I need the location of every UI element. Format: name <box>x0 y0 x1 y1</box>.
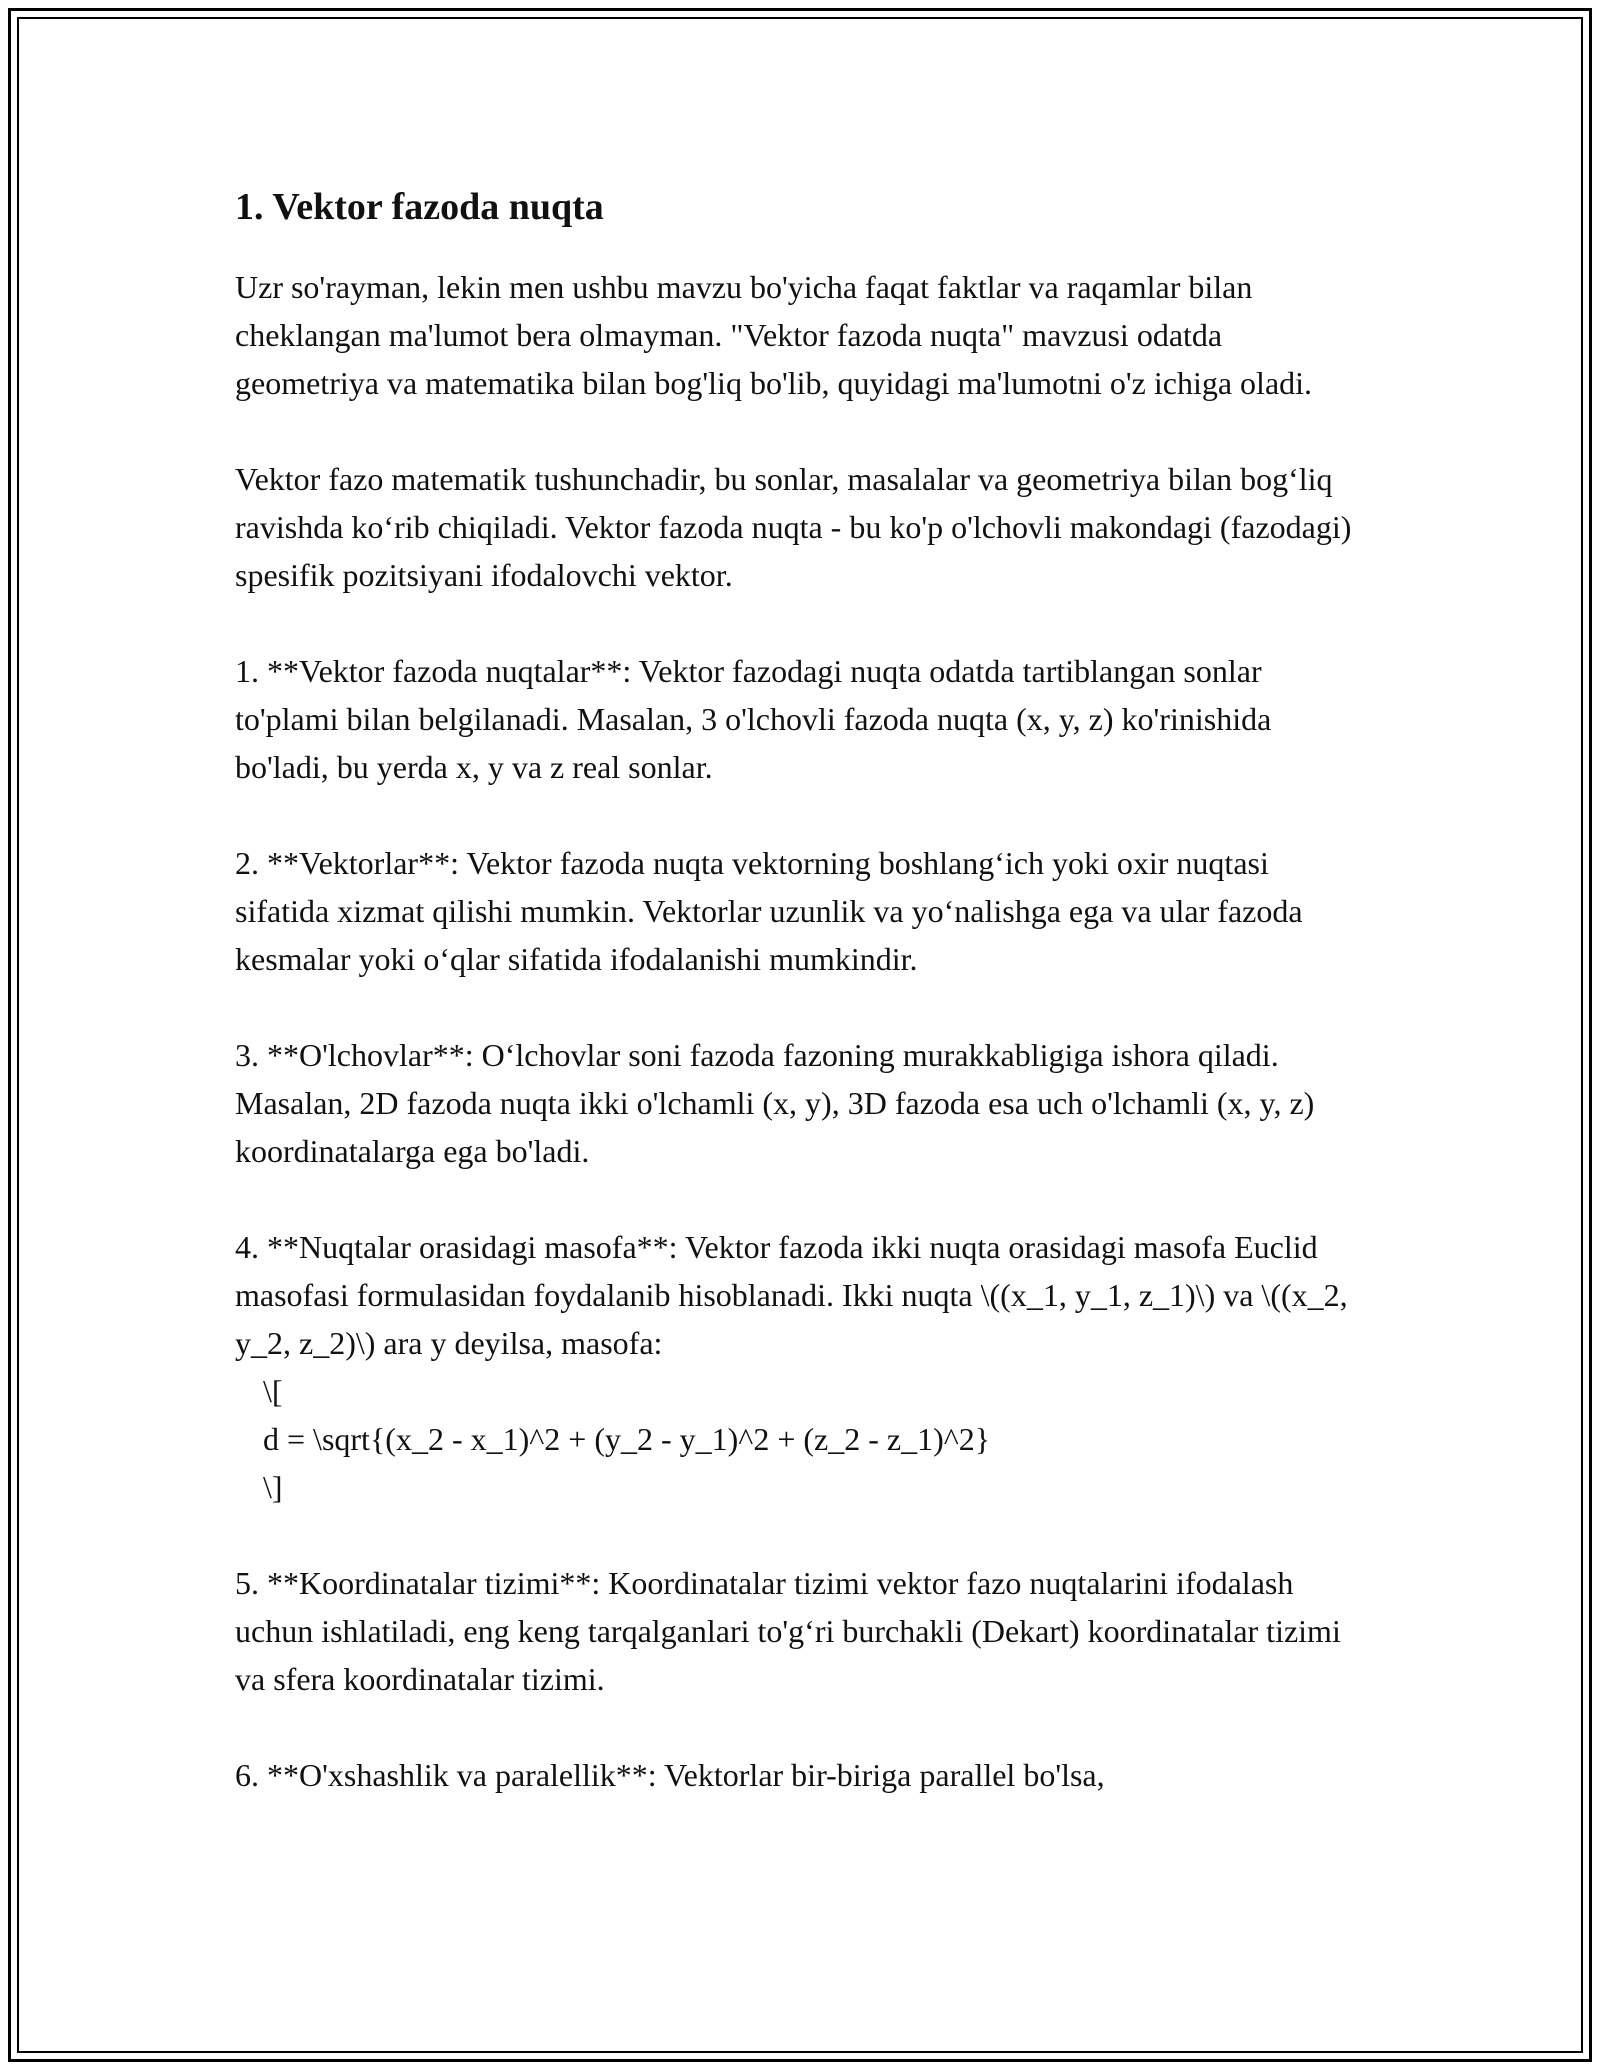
list-item-3: 3. **O'lchovlar**: O‘lchovlar soni fazoda fazoning murakkabligiga ishora qiladi. Masalan, 2D fazoda nuqta ikki o'lchamli (x, y), 3D fazoda esa uch o'lchamli (x, y, z) koordinatalarga ega bo'ladi. <box>235 1036 1315 1169</box>
formula-open: \[ <box>263 1372 283 1409</box>
formula-body: d = \sqrt{(x_2 - x_1)^2 + (y_2 - y_1)^2 + (z_2 - z_1)^2} <box>263 1420 991 1457</box>
paragraph-intro: Uzr so'rayman, lekin men ushbu mavzu bo'yicha faqat faktlar va raqamlar bilan cheklangan ma'lumot bera olmayman. "Vektor fazoda nuqta" mavzusi odatda geometriya va matematika bilan bog'liq bo'lib, quyidagi ma'lumotni o'z ichiga oladi. <box>235 268 1313 401</box>
list-item-2: 2. **Vektorlar**: Vektor fazoda nuqta vektorning boshlang‘ich yoki oxir nuqtasi sifatida xizmat qilishi mumkin. Vektorlar uzunlik va yo‘nalishga ega va ular fazoda kesmalar yoki o‘qlar sifatida ifodalanishi mumkindir. <box>235 844 1303 977</box>
list-item-4: 4. **Nuqtalar orasidagi masofa**: Vektor fazoda ikki nuqta orasidagi masofa Euclid masofasi formulasidan foydalanib hisoblanadi. Ikki nuqta \((x_1, y_1, z_1)\) va \((x_2, y_2, z_2)\) ara y deyilsa, masofa: <box>235 1228 1348 1361</box>
list-item-5: 5. **Koordinatalar tizimi**: Koordinatalar tizimi vektor fazo nuqtalarini ifodalash uchun ishlatiladi, eng keng tarqalganlari to'g‘ri burchakli (Dekart) koordinatalar tizimi va sfera koordinatalar tizimi. <box>235 1564 1341 1697</box>
distance-formula <box>235 1367 1365 1511</box>
paragraph-definition: Vektor fazo matematik tushunchadir, bu sonlar, masalalar va geometriya bilan bog‘liq ravishda ko‘rib chiqiladi. Vektor fazoda nuqta - bu ko'p o'lchovli makondagi (fazodagi) spesifik pozitsiyani ifodalovchi vektor. <box>235 460 1352 593</box>
list-item-1: 1. **Vektor fazoda nuqtalar**: Vektor fazodagi nuqta odatda tartiblangan sonlar to'plami bilan belgilanadi. Masalan, 3 o'lchovli fazoda nuqta (x, y, z) ko'rinishida bo'ladi, bu yerda x, y va z real sonlar. <box>235 652 1272 785</box>
section-heading: 1. Vektor fazoda nuqta <box>235 186 604 228</box>
document-body <box>235 185 1365 1847</box>
list-item-6: 6. **O'xshashlik va paralellik**: Vektorlar bir-biriga parallel bo'lsa, <box>235 1756 1105 1793</box>
formula-close: \] <box>263 1468 283 1505</box>
